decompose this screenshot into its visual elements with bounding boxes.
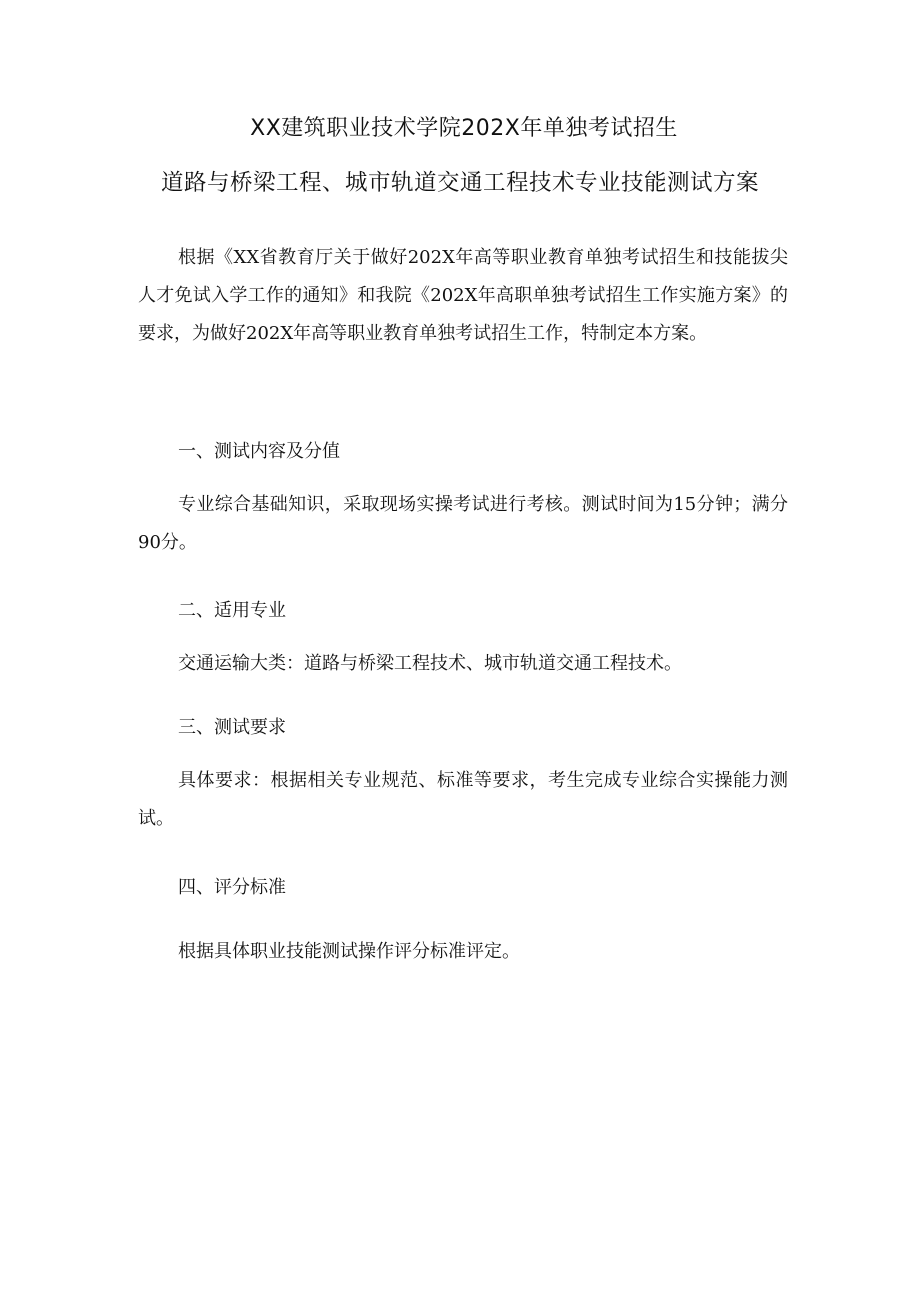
section-heading-test-requirements: 三、测试要求 <box>178 717 286 738</box>
title-line-2: 道路与桥梁工程、城市轨道交通工程技术专业技能测试方案 <box>160 170 759 196</box>
document-title <box>0 112 920 200</box>
title-line-1: XX建筑职业技术学院202X年单独考试招生 <box>250 116 678 141</box>
section-text-test-requirements: 具体要求：根据相关专业规范、标准等要求，考生完成专业综合实操能力测试。 <box>138 770 788 829</box>
section-heading-content-and-score: 一、测试内容及分值 <box>178 441 340 462</box>
section-text-applicable-majors: 交通运输大类：道路与桥梁工程技术、城市轨道交通工程技术。 <box>178 653 682 674</box>
section-heading-applicable-majors: 二、适用专业 <box>178 600 286 621</box>
intro-paragraph: 根据《XX省教育厅关于做好202X年高等职业教育单独考试招生和技能拔尖人才免试入学工作的通知》和我院《202X年高职单独考试招生工作实施方案》的要求，为做好202X年高等职业教育单独考试招生工作，特制定本方案。 <box>138 247 788 344</box>
section-text-content-and-score: 专业综合基础知识，采取现场实操考试进行考核。测试时间为15分钟；满分90分。 <box>138 494 788 553</box>
section-text-scoring-standards: 根据具体职业技能测试操作评分标准评定。 <box>178 941 520 962</box>
section-heading-scoring-standards: 四、评分标准 <box>178 877 286 898</box>
